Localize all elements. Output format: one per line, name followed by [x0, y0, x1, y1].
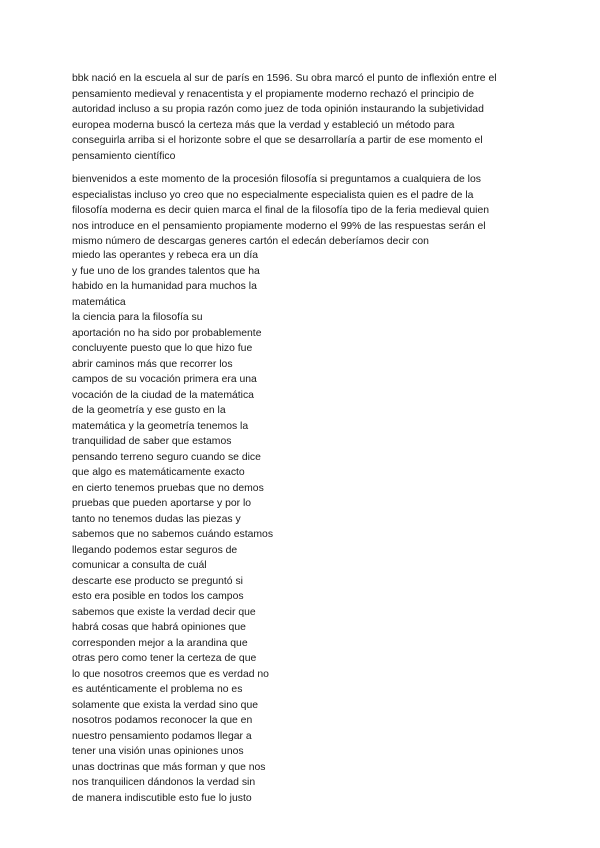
text-line: filosofía moderna es decir quien marca el final de la filosofía tipo de la feria medieval quien	[72, 205, 490, 216]
text-line: solamente que exista la verdad sino que	[72, 699, 258, 711]
text-line: mismo número de descargas generes cartón el edecán deberíamos decir con	[72, 236, 429, 247]
text-line: en cierto tenemos pruebas que no demos	[72, 482, 264, 494]
text-line: aportación no ha sido por probablemente	[72, 327, 262, 339]
text-line: corresponden mejor a la arandina que	[72, 637, 248, 649]
text-line: habido en la humanidad para muchos la	[72, 281, 257, 292]
paragraph-intro	[72, 71, 542, 164]
text-line: de la geometría y ese gusto en la	[72, 405, 226, 416]
text-line: de manera indiscutible esto fue lo justo	[72, 792, 252, 804]
text-line: y fue uno de los grandes talentos que ha	[72, 265, 260, 277]
text-line: autoridad incluso a su propia razón como juez de toda opinión instaurando la subjetividad	[72, 104, 484, 115]
text-line: nos introduce en el pensamiento propiamente moderno el 99% de las respuestas serán el	[72, 220, 486, 232]
text-line: tener una visión unas opiniones unos	[72, 746, 244, 757]
paragraph-welcome	[72, 172, 542, 250]
text-line: bbk nació en la escuela al sur de parís en 1596. Su obra marcó el punto de inflexión entre el	[72, 73, 497, 84]
text-line: sabemos que existe la verdad decir que	[72, 606, 256, 618]
paragraph-transcript	[72, 248, 542, 806]
text-line: que algo es matemáticamente exacto	[72, 467, 245, 478]
text-line: es auténticamente el problema no es	[72, 684, 243, 695]
text-line: unas doctrinas que más forman y que nos	[72, 761, 266, 773]
text-line: vocación de la ciudad de la matemática	[72, 389, 254, 401]
text-line: nuestro pensamiento podamos llegar a	[72, 730, 252, 742]
text-line: la ciencia para la filosofía su	[72, 312, 203, 323]
text-line: europea moderna buscó la certeza más que la verdad y estableció un método para	[72, 119, 455, 131]
text-line: especialistas incluso yo creo que no especialmente especialista quien es el padre de la	[72, 189, 474, 201]
text-line: sabemos que no sabemos cuándo estamos	[72, 529, 274, 540]
text-line: miedo las operantes y rebeca era un día	[72, 250, 258, 261]
text-line: abrir caminos más que recorrer los	[72, 358, 233, 370]
text-line: descarte ese producto se preguntó si	[72, 575, 243, 587]
text-line: pensando terreno seguro cuando se dice	[72, 451, 261, 463]
text-line: habrá cosas que habrá opiniones que	[72, 622, 246, 633]
text-line: otras pero como tener la certeza de que	[72, 653, 257, 664]
text-line: esto era posible en todos los campos	[72, 591, 244, 602]
text-line: conseguirla arriba si el horizonte sobre el que se desarrollaría a partir de ese momento el	[72, 135, 483, 146]
text-line: nos tranquilicen dándonos la verdad sin	[72, 777, 256, 788]
text-line: tranquilidad de saber que estamos	[72, 436, 232, 447]
text-line: pensamiento medieval y renacentista y el propiamente moderno rechazó el principio de	[72, 88, 474, 100]
text-line: bienvenidos a este momento de la procesión filosofía si preguntamos a cualquiera de los	[72, 174, 481, 185]
text-line: matemática y la geometría tenemos la	[72, 420, 249, 432]
text-line: pensamiento científico	[72, 150, 176, 162]
text-line: pruebas que pueden aportarse y por lo	[72, 498, 252, 509]
text-line: concluyente puesto que lo que hizo fue	[72, 343, 253, 354]
text-line: llegando podemos estar seguros de	[72, 544, 238, 556]
text-line: campos de su vocación primera era una	[72, 374, 257, 385]
text-line: nosotros podamos reconocer la que en	[72, 715, 253, 726]
text-line: matemática	[72, 296, 126, 308]
text-line: comunicar a consulta de cuál	[72, 560, 207, 571]
text-line: tanto no tenemos dudas las piezas y	[72, 513, 241, 525]
text-line: lo que nosotros creemos que es verdad no	[72, 668, 269, 680]
